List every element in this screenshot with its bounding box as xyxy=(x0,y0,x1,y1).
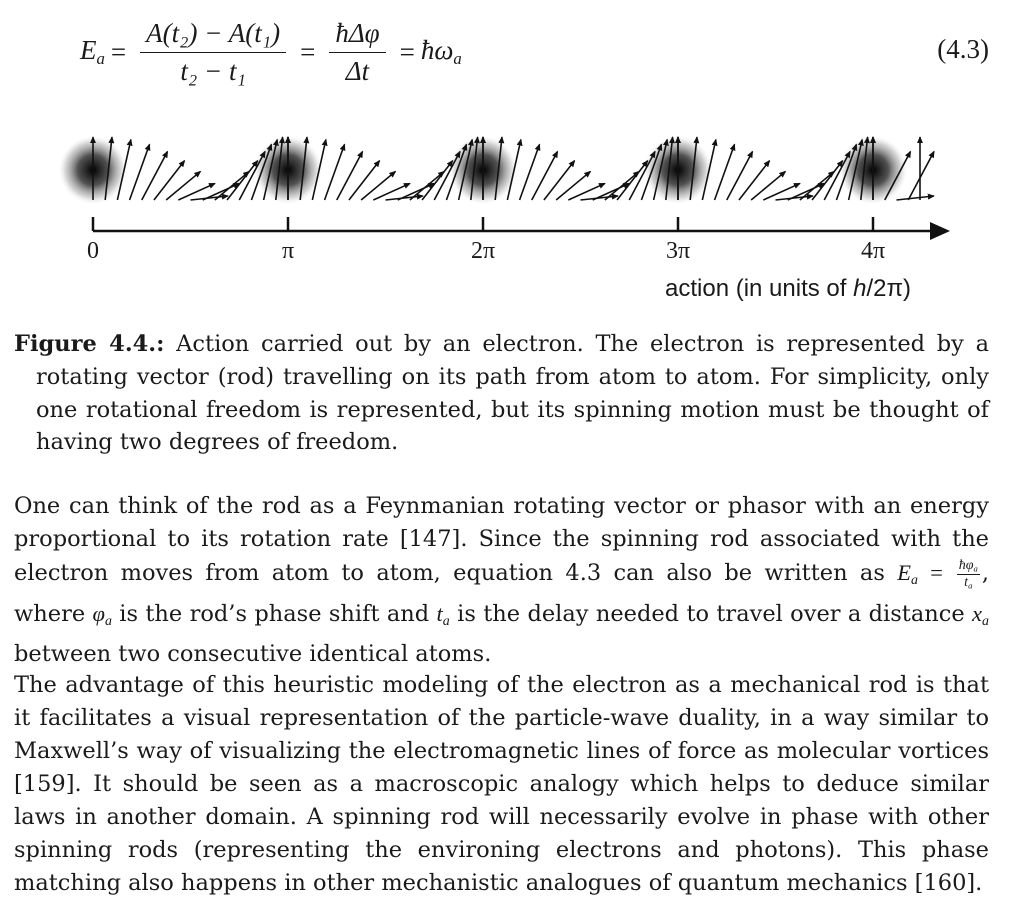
rod-arrow-39 xyxy=(544,161,575,200)
fraction-denominator: t₂ − t₁ xyxy=(180,55,246,86)
equals-sign: = xyxy=(110,36,127,67)
inline-formula: $E_a$ = $\frac{ħ\varphi_a}{t_a}$ xyxy=(897,558,978,591)
axis-arrowhead xyxy=(930,222,950,240)
rod-arrow-21 xyxy=(337,152,363,200)
body-paragraph-1: One can think of the rod as a Feynmanian rotating vector or phasor with an energy proportional to its rotation rate [147]. Since the spinning rod associated with the electron moves from atom to atom, equation 4.3 can also be written as $E_a$ = $\frac{ħ\varphi_a}{t_a}$ , where $\varphi_a$ is the rod’s phase shift and $t_a$ is the delay needed to travel over a distance $x_a$ between two consecutive identical atoms. xyxy=(14,493,989,668)
body-paragraph-2: The advantage of this heuristic modeling of the electron as a mechanical rod is that it facilitates a visual representation of the particle-wave duality, in a way similar to Maxwell’s way of visualizing the electromagnetic lines of force as molecular vortices [159]. It should be seen as a macroscopic analogy which helps to deduce similar laws in another domain. A spinning rod will necessarily evolve in phase with other spinning rods (representing the environing electrons and photons). This phase matching also happens in other mechanistic analogues of quantum mechanics [160]. xyxy=(14,672,989,896)
equals-sign: = xyxy=(399,36,415,67)
rod-arrow-40 xyxy=(556,171,590,200)
rod-arrow-10 xyxy=(215,171,249,200)
rod-arrow-23 xyxy=(361,171,395,200)
rod-arrow-22 xyxy=(349,161,380,200)
figure-4-4 xyxy=(0,120,1015,315)
tick-label-1: π xyxy=(281,238,295,264)
tick-label-2: 2π xyxy=(470,238,496,264)
equation-4-3 xyxy=(80,12,462,92)
rod-arrow-71 xyxy=(908,152,934,200)
equation-number: (4.3) xyxy=(937,34,989,64)
tick-label-3: 3π xyxy=(665,238,691,264)
rod-arrow-56 xyxy=(739,161,770,200)
equals-sign: = xyxy=(300,36,316,67)
rod-arrow-61 xyxy=(800,171,834,200)
rod-arrow-5 xyxy=(154,161,185,200)
rod-arrow-38 xyxy=(532,152,558,200)
rod-arrow-4 xyxy=(142,152,168,200)
rod-arrow-6 xyxy=(166,171,200,200)
caption-text: Action carried out by an electron. The electron is represented by a rotating vector (rod) travelling on its path from atom to atom. For simplicity, only one rotational freedom is represented, but its spinning motion must be thought of having two degrees of freedom. xyxy=(36,331,989,456)
tick-label-0: 0 xyxy=(87,238,99,264)
fraction-denominator: Δt xyxy=(345,55,370,86)
figure-caption xyxy=(14,328,989,459)
fraction-action-difference xyxy=(140,19,286,85)
fraction-numerator: ħΔφ xyxy=(329,19,385,52)
fraction-phase-over-time xyxy=(329,19,385,85)
axis-caption: action (in units of h/2π) xyxy=(665,275,912,302)
equation-rhs: $ħ\omega_a$ xyxy=(420,34,462,68)
rod-arrow-55 xyxy=(727,152,753,200)
rod-arrow-44 xyxy=(605,171,639,200)
tick-label-4: 4π xyxy=(860,238,886,264)
caption-label: Figure 4.4.: xyxy=(14,331,165,357)
fraction-numerator: A(t₂) − A(t₁) xyxy=(140,19,286,52)
rod-arrow-57 xyxy=(751,171,785,200)
rod-arrow-70 xyxy=(897,196,934,200)
equation-lhs: $E_a$ xyxy=(80,34,105,68)
rod-arrow-27 xyxy=(410,171,444,200)
